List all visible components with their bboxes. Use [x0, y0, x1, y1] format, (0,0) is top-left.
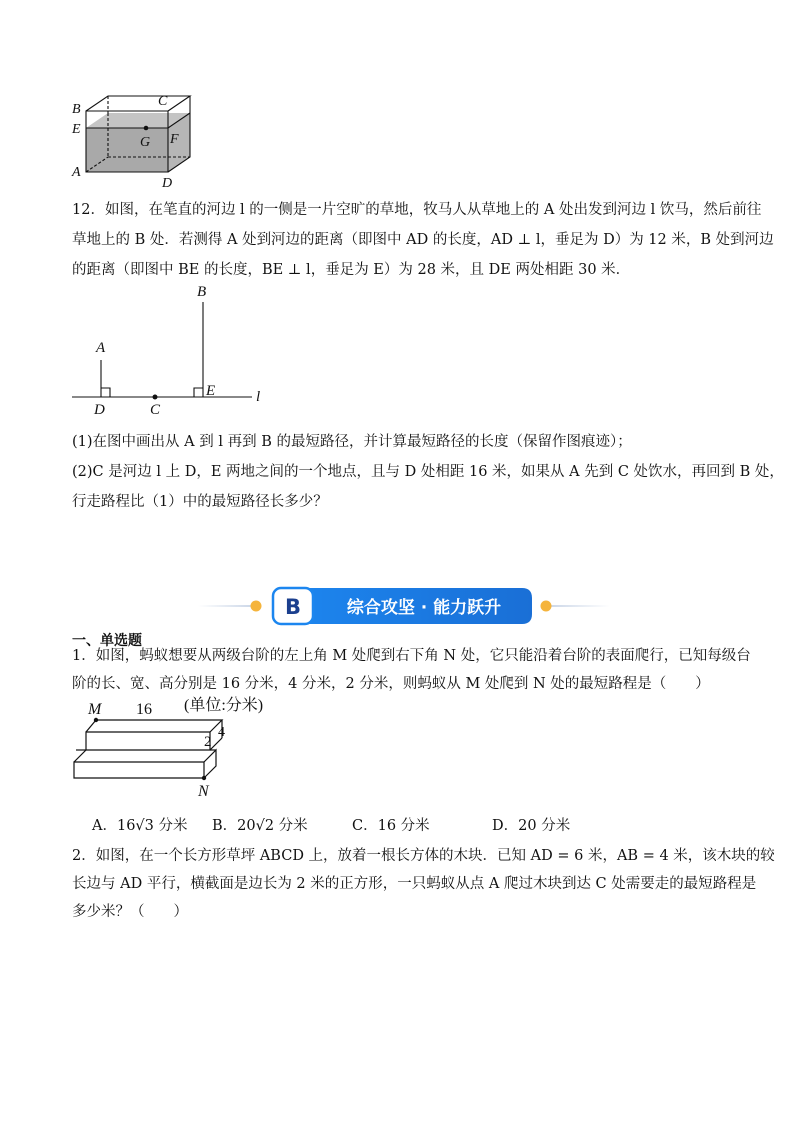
label-c: C: [158, 94, 168, 109]
label-b: B: [72, 102, 81, 117]
river-figure: [66, 280, 276, 420]
point-c: [153, 395, 158, 400]
q12-line-3: 的距离（即图中 BE 的长度，BE ⊥ l，垂足为 E）为 28 米，且 DE 两处相距 30 米．: [72, 262, 631, 278]
water-front-face: [86, 128, 168, 172]
q2-line-3: 多少米？（ ）: [72, 904, 188, 920]
label-a: A: [72, 165, 81, 180]
point-m: [94, 718, 98, 722]
label-a: A: [96, 340, 106, 356]
label-d: D: [162, 176, 173, 191]
label-f: F: [170, 132, 179, 147]
label-height: 2: [204, 734, 212, 750]
label-unit: (单位:分米): [184, 697, 264, 714]
q12-line-2: 草地上的 B 处．若测得 A 处到河边的距离（即图中 AD 的长度，AD ⊥ l，垂足为 D）为 12 米，B 处到河边: [72, 232, 774, 248]
label-m: M: [88, 701, 102, 718]
choice-a[interactable]: A．16√3 分米: [92, 818, 188, 834]
section-heading: 一、单选题: [72, 633, 142, 649]
q2-line-2: 长边与 AD 平行，横截面是边长为 2 米的正方形，一只蚂蚁从点 A 爬过木块到达 C 处需要走的最短路程是: [72, 876, 757, 892]
choice-d[interactable]: D．20 分米: [492, 818, 571, 834]
box-figure: [66, 92, 206, 192]
label-g: G: [140, 135, 151, 150]
q12-line-1: 12．如图，在笔直的河边 l 的一侧是一片空旷的草地，牧马人从草地上的 A 处出发到河边 l 饮马，然后前往: [72, 202, 762, 218]
label-b: B: [197, 284, 207, 300]
label-e: E: [72, 122, 81, 137]
section-banner: [190, 584, 620, 628]
label-c: C: [150, 402, 161, 418]
banner-title: 综合攻坚 · 能力跃升: [346, 598, 502, 618]
label-n: N: [198, 783, 209, 800]
q12-sub1: (1)在图中画出从 A 到 l 再到 B 的最短路径，并计算最短路径的长度（保留作图痕迹）；: [72, 434, 632, 450]
label-width: 4: [218, 725, 225, 740]
choice-b[interactable]: B．20√2 分米: [212, 818, 308, 834]
banner-letter: B: [284, 595, 302, 619]
label-l: l: [256, 389, 261, 405]
q1-line-2: 阶的长、宽、高分别是 16 分米，4 分米，2 分米，则蚂蚁从 M 处爬到 N 处的最短路程是（ ）: [72, 676, 710, 692]
point-g: [144, 126, 149, 131]
q2-line-1: 2．如图，在一个长方形草坪 ABCD 上，放着一根长方体的木块．已知 AD = 6 米，AB = 4 米，该木块的较: [72, 848, 775, 864]
left-dot: [251, 601, 262, 612]
label-length: 16: [136, 701, 152, 718]
label-e: E: [206, 383, 216, 399]
q1-line-1: 1．如图，蚂蚁想要从两级台阶的左上角 M 处爬到右下角 N 处，它只能沿着台阶的表面爬行，已知每级台: [72, 648, 751, 664]
q12-sub2-line-2: 行走路程比（1）中的最短路径长多少？: [72, 494, 328, 510]
stairs-figure: [66, 692, 296, 800]
q12-sub2-line-1: (2)C 是河边 l 上 D，E 两地之间的一个地点，且与 D 处相距 16 米，如果从 A 先到 C 处饮水，再回到 B 处，: [72, 464, 784, 480]
choice-c[interactable]: C．16 分米: [352, 818, 430, 834]
right-dot: [541, 601, 552, 612]
point-n: [202, 776, 206, 780]
label-d: D: [94, 402, 105, 418]
